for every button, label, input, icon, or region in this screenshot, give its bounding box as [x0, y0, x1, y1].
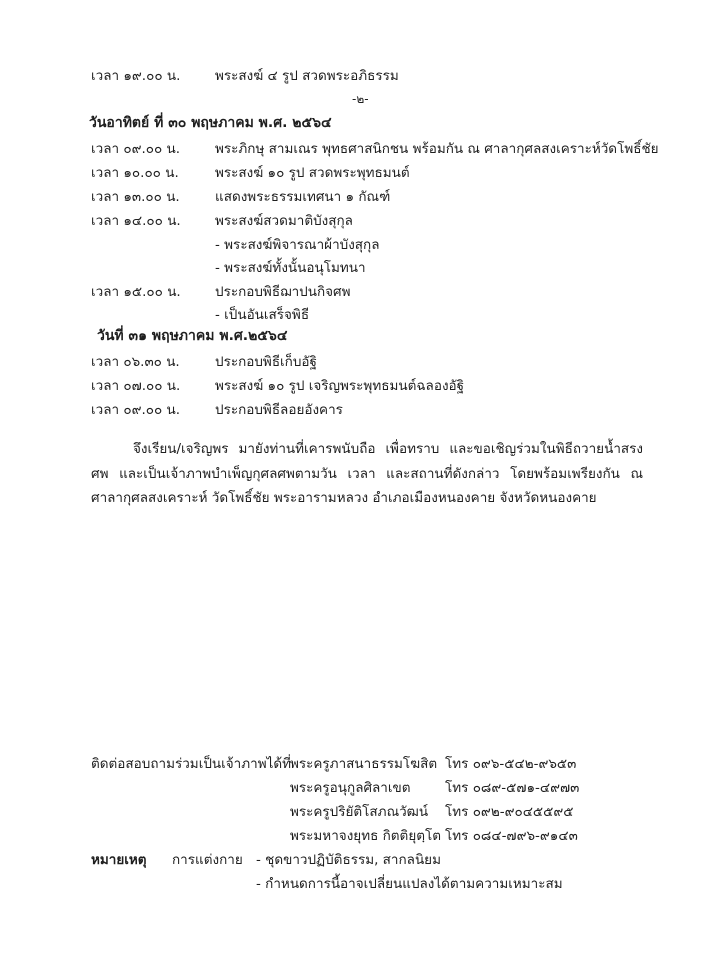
schedule-time: เวลา ๑๔.๐๐ น.: [91, 213, 181, 229]
schedule-time: เวลา ๑๕.๐๐ น.: [91, 284, 181, 300]
note-key: การแต่งกาย: [172, 852, 243, 868]
schedule-desc: ประกอบพิธีฌาปนกิจศพ: [215, 284, 351, 300]
note-item: - ชุดขาวปฏิบัติธรรม, สากลนิยม: [256, 852, 441, 868]
day1-heading: วันอาทิตย์ ที่ ๓๐ พฤษภาคม พ.ศ. ๒๕๖๔: [89, 115, 332, 131]
contact-name: พระครูปริยัติโสภณวัฒน์: [290, 804, 429, 820]
contact-name: พระมหาจงยุทธ กิตติยุตฺโต: [290, 828, 442, 844]
note-item: - กำหนดการนี้อาจเปลี่ยนแปลงได้ตามความเหมาะสม: [256, 876, 563, 892]
contact-phone: โทร ๐๙๒-๙๐๔๕๕๙๕: [445, 804, 574, 820]
schedule-desc: พระสงฆ์สวดมาติบังสุกุล: [215, 213, 353, 229]
schedule-time: เวลา ๑๐.๐๐ น.: [91, 165, 179, 181]
schedule-time: เวลา ๑๓.๐๐ น.: [91, 189, 180, 205]
schedule-desc: พระสงฆ์ ๔ รูป สวดพระอภิธรรม: [215, 68, 399, 84]
schedule-row: [91, 350, 317, 372]
schedule-desc: แสดงพระธรรมเทศนา ๑ กัณฑ์: [215, 189, 391, 205]
contact-name: พระครูภาสนาธรรมโฆสิต: [290, 756, 438, 772]
schedule-subitem: - พระสงฆ์ทั้งนั้นอนุโมทนา: [215, 260, 366, 276]
schedule-row-top: [91, 64, 399, 86]
day2-heading: วันที่ ๓๑ พฤษภาคม พ.ศ.๒๕๖๔: [97, 328, 288, 344]
schedule-row: [91, 137, 659, 159]
schedule-row: [91, 185, 390, 207]
schedule-subitem: - พระสงฆ์พิจารณาผ้าบังสุกุล: [215, 237, 380, 253]
schedule-desc: ประกอบพิธีเก็บอัฐิ: [215, 354, 317, 370]
schedule-desc: พระสงฆ์ ๑๐ รูป สวดพระพุทธมนต์: [215, 165, 410, 181]
schedule-time: เวลา ๐๖.๓๐ น.: [91, 354, 180, 370]
contact-name: พระครูอนุกูลศิลาเขต: [290, 780, 411, 796]
contact-phone: โทร ๐๙๖-๕๔๒-๙๖๕๓: [445, 756, 577, 772]
schedule-subitem: - เป็นอันเสร็จพิธี: [215, 307, 310, 323]
schedule-row: [91, 374, 464, 396]
invitation-paragraph: [91, 437, 643, 511]
schedule-row: [91, 398, 343, 420]
contact-phone: โทร ๐๘๔-๗๙๖-๙๑๔๓: [445, 828, 578, 844]
schedule-time: เวลา ๐๙.๐๐ น.: [91, 141, 181, 157]
schedule-desc: พระภิกษุ สามเณร พุทธศาสนิกชน พร้อมกัน ณ ศาลากุศลสงเคราะห์วัดโพธิ์ชัย: [215, 141, 659, 157]
contact-phone: โทร ๐๘๙-๕๗๑-๔๙๗๓: [445, 780, 580, 796]
schedule-time: เวลา ๑๙.๐๐ น.: [91, 68, 181, 84]
page-number: -๒-: [352, 92, 369, 106]
schedule-desc: ประกอบพิธีลอยอังคาร: [215, 402, 343, 418]
schedule-row: [91, 161, 410, 183]
schedule-desc: พระสงฆ์ ๑๐ รูป เจริญพระพุทธมนต์ฉลองอัฐิ: [215, 378, 465, 394]
schedule-row: [91, 280, 351, 302]
schedule-time: เวลา ๐๙.๐๐ น.: [91, 402, 181, 418]
contact-label: ติดต่อสอบถามร่วมเป็นเจ้าภาพได้ที่: [91, 756, 292, 772]
paragraph-text: จึงเรียน/เจริญพร มายังท่านที่เคารพนับถือ เพื่อทราบ และขอเชิญร่วมในพิธีถวายน้ำสรงศพ และเป็นเจ้าภาพบำเพ็ญกุศลศพตามวัน เวลา และสถานที่ดังกล่าว โดยพร้อมเพรียงกัน ณ ศาลากุศลสงเคราะห์ วัดโพธิ์ชัย พระอารามหลวง อำเภอเมืองหนองคาย จังหวัดหนองคาย: [91, 441, 643, 506]
note-heading: หมายเหตุ: [91, 852, 147, 868]
schedule-time: เวลา ๐๗.๐๐ น.: [91, 378, 181, 394]
schedule-row: [91, 209, 353, 231]
